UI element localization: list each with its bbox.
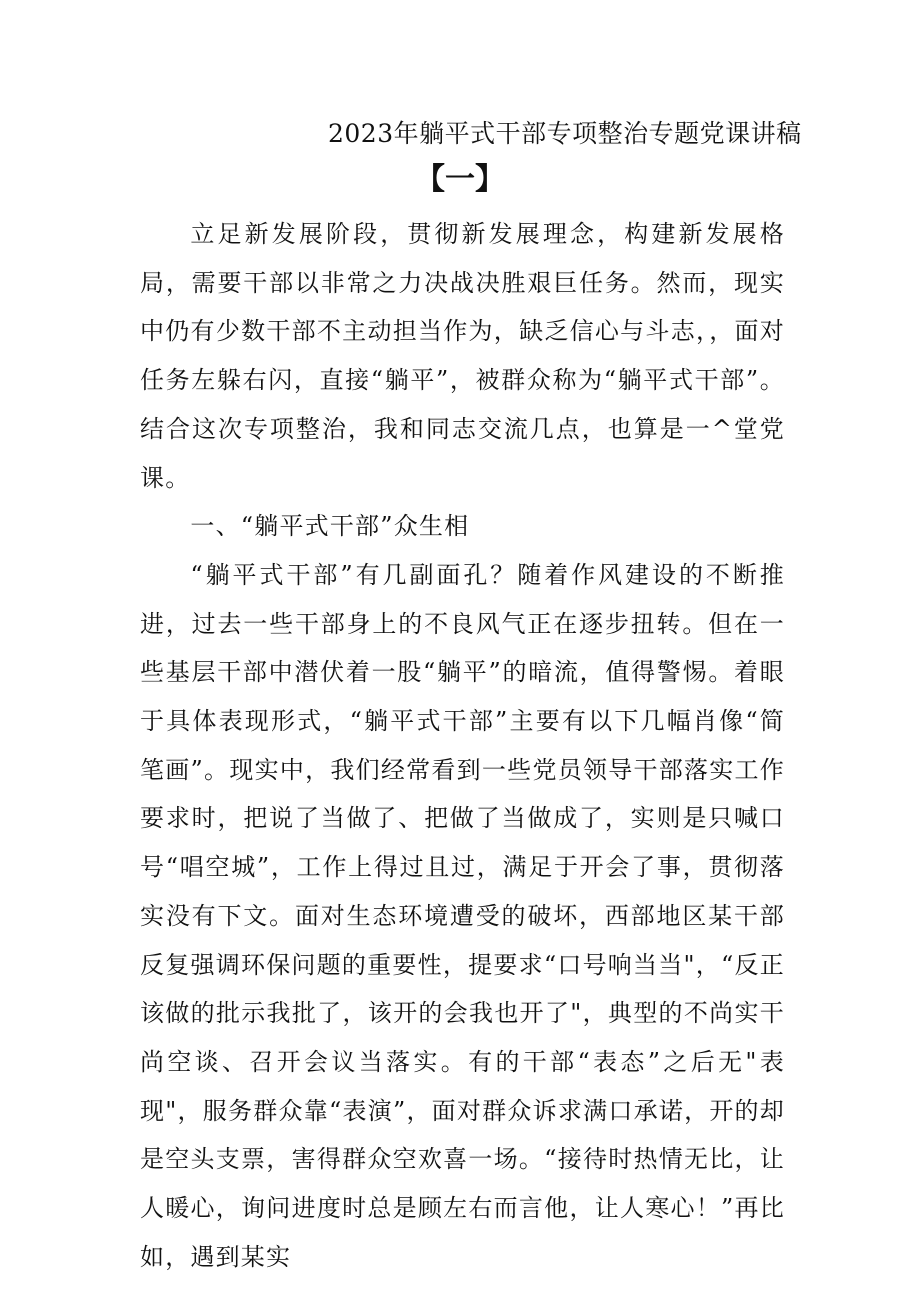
document-body — [140, 210, 785, 1281]
document-title: 2023年躺平式干部专项整治专题党课讲稿 — [328, 119, 802, 148]
body-paragraph: “躺平式干部”有几副面孔？随着作风建设的不断推进，过去一些干部身上的不良风气正在逐步扭转。但在一些基层干部中潜伏着一股“躺平”的暗流，值得警惕。着眼于具体表现形式，“躺平式干部”主要有以下几幅肖像“简笔画”。现实中，我们经常看到一些党员领导干部落实工作要求时，把说了当做了、把做了当做成了，实则是只喊口号“唱空城”，工作上得过且过，满足于开会了事，贯彻落实没有下文。面对生态环境遭受的破坏，西部地区某干部反复强调环保问题的重要性，提要求“口号响当当"，“反正该做的批示我批了，该开的会我也开了"，典型的不尚实干尚空谈、召开会议当落实。有的干部“表态”之后无"表现"，服务群众靠“表演”，面对群众诉求满口承诺，开的却是空头支票，害得群众空欢喜一场。“接待时热情无比，让人暖心，询问进度时总是顾左右而言他，让人寒心！”再比如，遇到某实 — [140, 560, 785, 1271]
intro-paragraph: 立足新发展阶段，贯彻新发展理念，构建新发展格局，需要干部以非常之力决战决胜艰巨任务。然而，现实中仍有少数干部不主动担当作为，缺乏信心与斗志，，面对任务左躲右闪，直接“躺平”，被群众称为“躺平式干部”。结合这次专项整治，我和同志交流几点，也算是一^堂党课。 — [140, 220, 785, 492]
document-subtitle: 【一】 — [415, 162, 505, 197]
section-heading: 一、“躺平式干部”众生相 — [190, 512, 470, 541]
